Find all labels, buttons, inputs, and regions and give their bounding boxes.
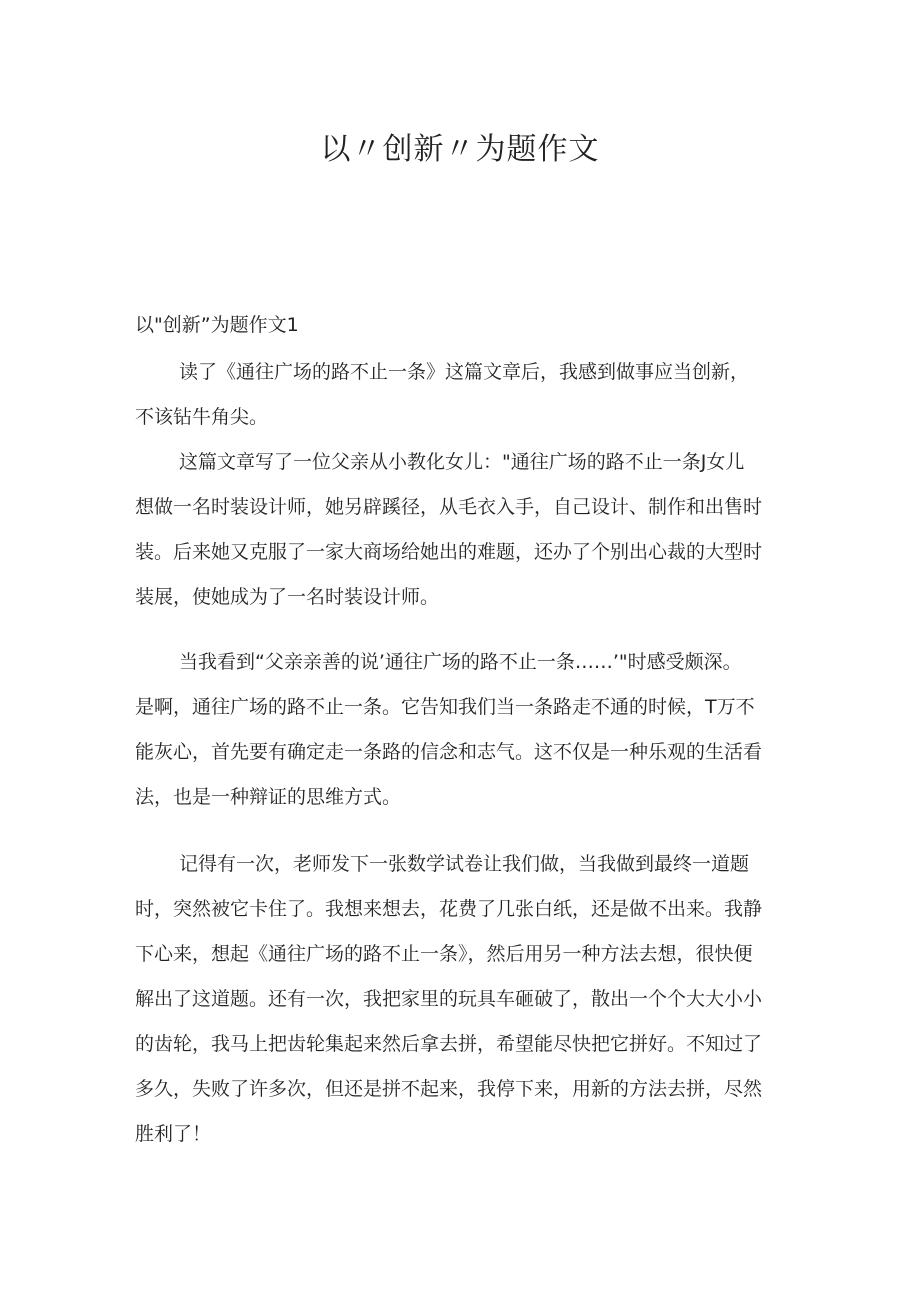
paragraph-line: 当我看到“父亲亲善的说’通往广场的路不止一条……’"时感受颇深。 [179,651,742,673]
paragraph-line: 这篇文章写了一位父亲从小教化女儿："通往广场的路不止一条J女儿 [179,451,745,473]
paragraph-line: 多久，失败了许多次，但还是拼不起来，我停下来，用新的方法去拼，尽然 [135,1078,763,1100]
paragraph-line: 法，也是一种辩证的思维方式。 [135,786,402,808]
paragraph-line: 不该钻牛角尖。 [135,406,269,428]
paragraph-line: 胜利了！ [135,1123,212,1145]
paragraph-line: 记得有一次，老师发下一张数学试卷让我们做，当我做到最终一道题 [179,853,750,875]
document-title: 以〃创新〃为题作文 [320,132,600,167]
paragraph-line: 装。后来她又克服了一家大商场给她出的难题，还办了个别出心裁的大型时 [135,541,763,563]
paragraph-line: 解出了这道题。还有一次，我把家里的玩具车砸破了，散出一个个大大小小 [135,988,763,1010]
paragraph-line: 时，突然被它卡住了。我想来想去，花费了几张白纸，还是做不出来。我静 [135,898,763,920]
paragraph [135,440,790,620]
paragraph-line: 下心来，想起《通往广场的路不止一条》，然后用另一种方法去想，很快便 [135,943,753,965]
paragraph [135,640,790,820]
paragraph-line: 的齿轮，我马上把齿轮集起来然后拿去拼，希望能尽快把它拼好。不知过了 [135,1033,763,1055]
paragraph [135,350,790,440]
paragraph-line: 是啊，通往广场的路不止一条。它告知我们当一条路走不通的时候，T万不 [135,696,755,718]
section-heading: 以"创新”为题作文1 [135,314,299,336]
paragraph-line: 想做一名时装设计师，她另辟蹊径，从毛衣入手，自己设计、制作和出售时 [135,496,763,518]
paragraph-line: 装展，使她成为了一名时装设计师。 [135,586,440,608]
paragraph-line: 能灰心，首先要有确定走一条路的信念和志气。这不仅是一种乐观的生活看 [135,741,763,763]
paragraph [135,842,790,1157]
paragraph-line: 读了《通往广场的路不止一条》这篇文章后，我感到做事应当创新， [179,361,750,383]
